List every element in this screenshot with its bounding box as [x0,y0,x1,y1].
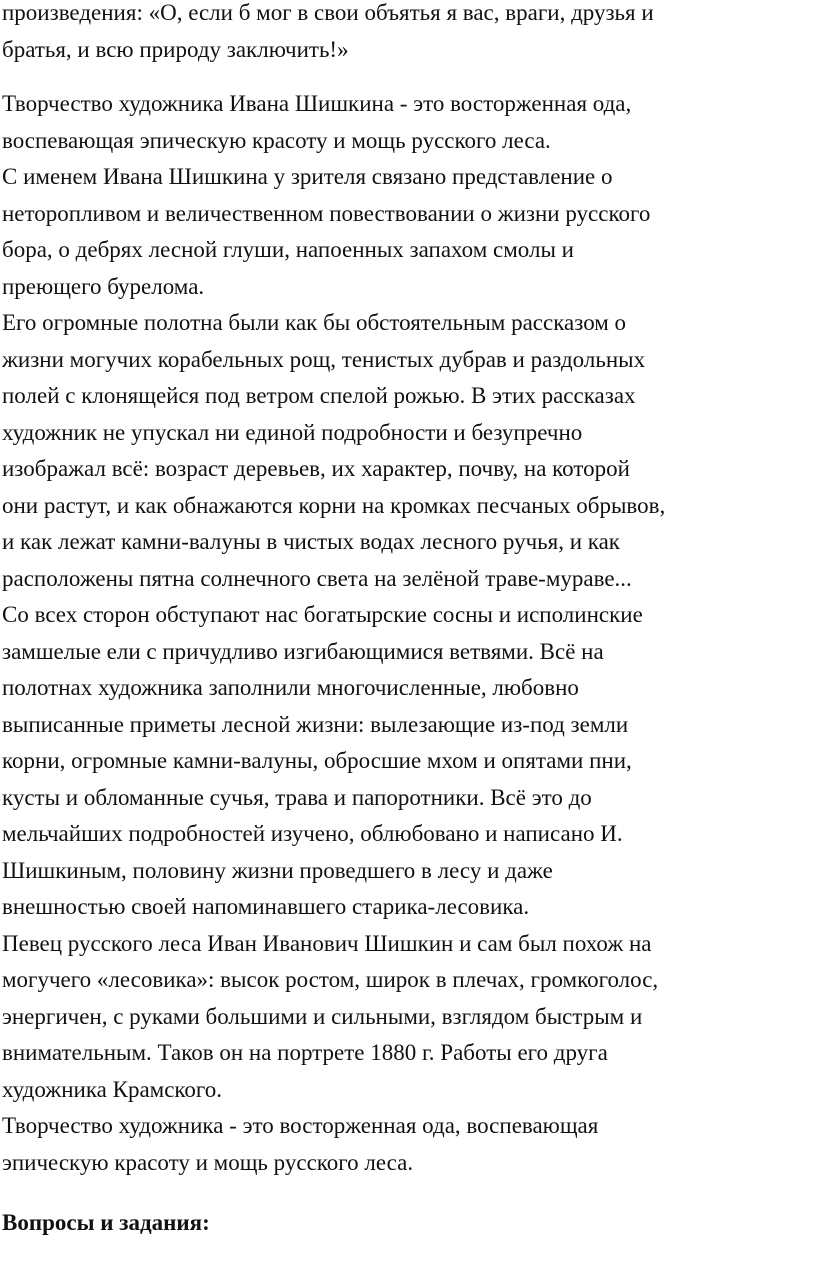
text-line: внимательным. Таков он на портрете 1880 г. Работы его друга [2,1040,608,1065]
text-line: художника Крамского. [2,1076,223,1102]
text-line: и как лежат камни-валуны в чистых водах лесного ручья, и как [2,529,620,554]
text-line: полей с клонящейся под ветром спелой рожью. В этих рассказах [2,383,636,408]
paragraph-quote-ending [2,0,812,68]
text-line: неторопливом и величественном повествовании о жизни русского [2,200,651,226]
text-line: Шишкиным, половину жизни проведшего в лесу и даже [2,857,553,883]
text-line: полотнах художника заполнили многочисленные, любовно [2,675,579,700]
text-line: энергичен, с руками большими и сильными, взглядом быстрым и [2,1003,643,1029]
text-line: Его огромные полотна были как бы обстоятельным рассказом о [2,310,627,335]
text-line: бора, о дебрях лесной глуши, напоенных запахом смолы и [2,237,574,262]
text-line: могучего «лесовика»: высок ростом, широк в плечах, громкоголос, [2,967,659,992]
text-line: Певец русского леса Иван Иванович Шишкин и сам был похож на [2,930,652,956]
text-line: мельчайших подробностей изучено, облюбовано и написано И. [2,821,623,846]
text-line: замшелые ели с причудливо изгибающимися ветвями. Всё на [2,638,604,664]
text-line: эпическую красоту и мощь русского леса. [2,1149,414,1175]
text-line: Творчество художника Ивана Шишкина - это восторженная ода, [2,91,632,116]
text-line: С именем Ивана Шишкина у зрителя связано представление о [2,164,613,189]
text-line: братья, и всю природу заключить!» [2,36,349,62]
text-line: внешностью своей напоминавшего старика-лесовика. [2,894,530,919]
text-line: произведения: «О, если б мог в свои объятья я вас, враги, друзья и [2,0,654,25]
text-line: воспевающая эпическую красоту и мощь русского леса. [2,127,551,153]
section-heading: Вопросы и задания: [2,1210,210,1235]
text-line: расположены пятна солнечного света на зелёной траве-мураве... [2,565,632,591]
text-line: преющего бурелома. [2,273,205,299]
text-line: выписанные приметы лесной жизни: вылезающие из-под земли [2,711,629,737]
text-line: Творчество художника - это восторженная ода, воспевающая [2,1113,599,1138]
text-line: корни, огромные камни-валуны, обросшие мхом и опятами пни, [2,748,632,773]
text-line: они растут, и как обнажаются корни на кромках песчаных обрывов, [2,492,666,518]
text-line: изображал всё: возраст деревьев, их характер, почву, на которой [2,456,630,481]
text-line: жизни могучих корабельных рощ, тенистых дубрав и раздольных [2,346,646,372]
text-line: Со всех сторон обступают нас богатырские сосны и исполинские [2,602,643,627]
text-line: кусты и обломанные сучья, трава и папоротники. Всё это до [2,784,592,810]
section-heading-block [2,1205,812,1242]
text-line: художник не упускал ни единой подробности и безупречно [2,419,583,445]
paragraph-shishkin-text [2,86,812,1181]
